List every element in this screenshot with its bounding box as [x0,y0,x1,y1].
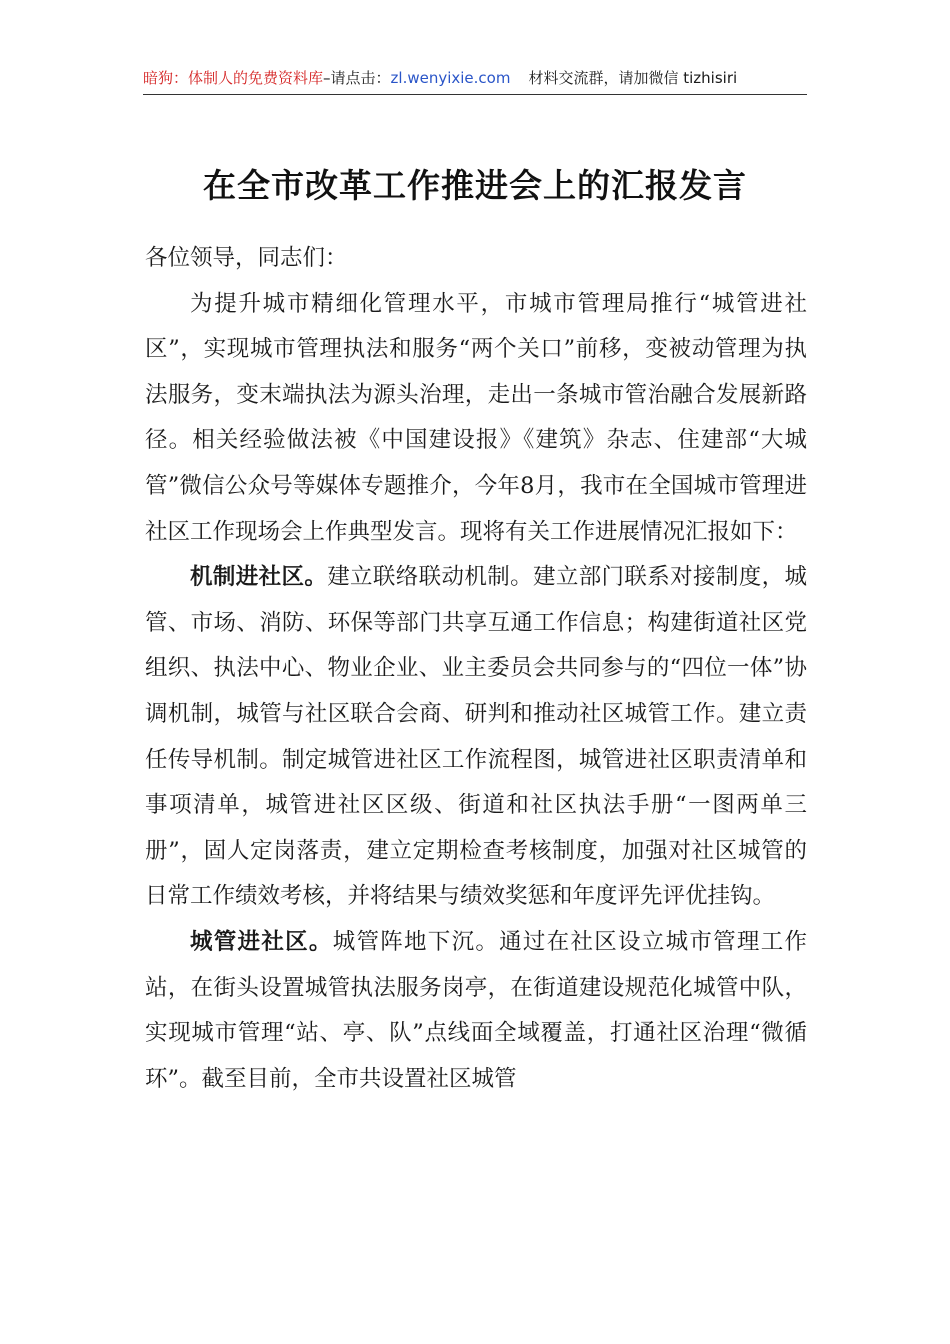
paragraph-urban-management-heading: 城管进社区。 [190,928,333,955]
header-click-prompt: –请点击： [323,69,391,87]
header-site-name: 暗狗：体制人的免费资料库 [143,69,324,87]
header-site-link[interactable]: zl.wenyixie.com [390,69,511,87]
paragraph-mechanism-text: 建立联络联动机制。建立部门联系对接制度，城管、市场、消防、环保等部门共享互通工作信息；构建街道社区党组织、执法中心、物业企业、业主委员会共同参与的“四位一体”协调机制，城管与社区联合会商、研判和推动社区城管工作。建立责任传导机制。制定城管进社区工作流程图，城管进社区职责清单和事项清单，城管进社区区级、街道和社区执法手册“一图两单三册”，固人定岗落责，建立定期检查考核制度，加强对社区城管的日常工作绩效考核，并将结果与绩效奖惩和年度评先评优挂钩。 [145,564,807,910]
salutation: 各位领导，同志们： [145,245,348,271]
document-body [145,236,807,1102]
header-wechat-note: 材料交流群，请加微信 tizhisiri [528,69,738,87]
paragraph-mechanism-heading: 机制进社区。 [190,564,328,591]
paragraph-mechanism [145,555,807,920]
paragraph-intro: 为提升城市精细化管理水平，市城市管理局推行“城管进社区”，实现城市管理执法和服务“两个关口”前移，变被动管理为执法服务，变末端执法为源头治理，走出一条城市管治融合发展新路径。相关经验做法被《中国建设报》《建筑》杂志、住建部“大城管”微信公众号等媒体专题推介，今年8月，我市在全国城市管理进社区工作现场会上作典型发言。现将有关工作进展情况汇报如下： [145,290,807,545]
document-title: 在全市改革工作推进会上的汇报发言 [203,166,747,205]
paragraph-urban-management-text: 城管阵地下沉。通过在社区设立城市管理工作站，在街头设置城管执法服务岗亭，在街道建设规范化城管中队，实现城市管理“站、亭、队”点线面全域覆盖，打通社区治理“微循环”。截至目前，全市共设置社区城管 [145,928,807,1092]
page-header [143,62,807,95]
paragraph-urban-management [145,920,807,1102]
